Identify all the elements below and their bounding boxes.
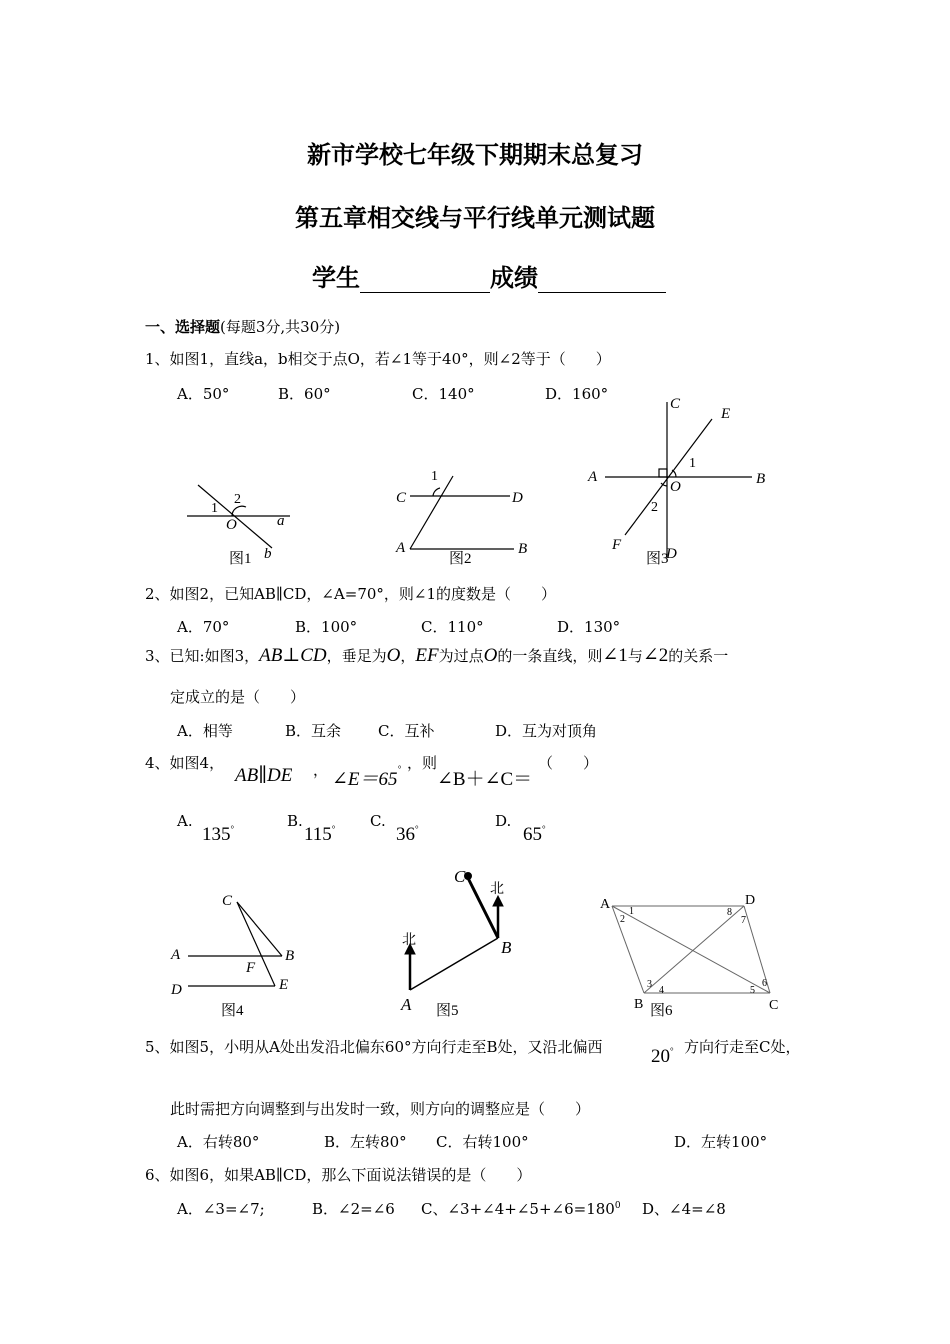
figure-6 (612, 906, 770, 993)
fig3-label-c: C (670, 396, 681, 412)
q5-option-b: B．左转80° (324, 1133, 407, 1151)
q3-text-3: ， (400, 647, 416, 665)
q3-math-5: ∠1 (602, 645, 628, 666)
figure-5 (405, 873, 503, 991)
fig5-label-north-a: 北 (402, 933, 416, 948)
q3-text-7: 的关系一 (668, 647, 729, 665)
q4-math-3: ∠B＋∠C＝ (437, 769, 533, 790)
q1-option-a: A．50° (177, 385, 230, 403)
q3-text-5: 的一条直线，则 (497, 647, 603, 665)
q2-option-a: A．70° (177, 618, 230, 636)
fig2-label-c: C (396, 490, 407, 506)
q4-paren: （ ） (538, 754, 599, 772)
q4-option-d-label: D. (495, 812, 512, 830)
fig3-caption: 图3 (646, 551, 669, 567)
question-2: 2、如图2，已知AB∥CD，∠A=70°，则∠1的度数是（ ） (145, 585, 557, 603)
fig1-angle-arc (232, 506, 246, 516)
q5-math-20-number: 20 (651, 1046, 670, 1067)
section-heading (145, 316, 340, 337)
fig3-label-2: 2 (651, 500, 658, 515)
q4-option-a-value (202, 824, 234, 846)
q4-math-2-text: ∠E＝65 (332, 769, 398, 790)
q3-option-c: C．互补 (378, 722, 435, 740)
q4-option-a-deg: ° (230, 824, 235, 834)
fig1-label-b: b (264, 546, 272, 562)
fig1-caption: 图1 (229, 551, 252, 567)
q6-option-c-text: C、∠3+∠4+∠5+∠6=180 (421, 1200, 615, 1218)
fig2-caption: 图2 (449, 551, 472, 567)
q3-option-d: D．互为对顶角 (495, 722, 598, 740)
fig5-label-a: A (401, 995, 412, 1014)
fig3-label-a: A (588, 469, 598, 485)
fig1-label-2: 2 (234, 492, 241, 507)
q4-option-b-number: 115 (304, 824, 332, 845)
q4-math-2-deg: ° (397, 764, 402, 774)
question-1: 1、如图1，直线a，b相交于点O，若∠1等于40°，则∠2等于（ ） (145, 350, 611, 368)
q3-text-4: 为过点 (438, 647, 484, 665)
section-note: (每题3分,共30分) (220, 318, 341, 336)
q3-math-6: ∠2 (642, 645, 669, 666)
fig4-label-c: C (222, 893, 233, 909)
fig3-right-angle (659, 469, 667, 477)
student-blank (360, 266, 490, 293)
fig2-label-1: 1 (431, 469, 438, 484)
fig6-caption: 图6 (650, 1003, 673, 1019)
score-blank (538, 266, 666, 293)
q6-option-d: D、∠4=∠8 (642, 1200, 726, 1218)
q3-text-1: 3、已知:如图3， (145, 647, 260, 665)
fig6-angle-5: 5 (750, 985, 755, 996)
fig3-label-d: D (666, 546, 677, 562)
score-label: 成绩 (490, 263, 538, 292)
fig6-angle-2: 2 (620, 914, 625, 925)
fig6-diagonal-ac (612, 906, 770, 993)
fig3-label-f: F (612, 537, 622, 553)
q2-option-c: C．110° (421, 618, 484, 636)
question-5-part-2: 方向行走至C处， (684, 1038, 801, 1056)
q4-option-b-deg: ° (331, 824, 336, 834)
fig3-label-1: 1 (689, 456, 696, 471)
q4-math-1: AB∥DE (235, 765, 293, 786)
fig1-label-1: 1 (211, 501, 218, 516)
fig6-angle-6: 6 (762, 978, 767, 989)
q5-option-a: A．右转80° (177, 1133, 260, 1151)
q2-option-d: D．130° (557, 618, 621, 636)
q3-math-3: EF (415, 645, 439, 666)
fig1-label-o: O (226, 517, 237, 533)
fig5-label-north-b: 北 (490, 882, 504, 897)
q6-option-c-sup: 0 (614, 1201, 621, 1211)
figure-4 (188, 902, 282, 986)
q4-option-c-deg: ° (415, 824, 419, 834)
q4-option-c-value (396, 824, 419, 846)
fig2-label-d: D (512, 490, 523, 506)
q4-option-d-deg: ° (542, 824, 546, 834)
q5-math-20-deg: ° (670, 1046, 674, 1056)
fig2-angle-arc (433, 488, 440, 496)
fig4-caption: 图4 (221, 1003, 244, 1019)
q4-option-c-number: 36 (396, 824, 415, 845)
fig2-label-b: B (518, 541, 528, 557)
q4-option-b-label: B. (287, 812, 303, 830)
q3-math-2: O (386, 645, 401, 666)
fig1-label-a: a (277, 513, 285, 529)
fig6-angle-1: 1 (629, 906, 634, 917)
fig2-label-a: A (396, 540, 406, 556)
fig3-label-o: O (670, 479, 681, 495)
q5-line-2: 此时需把方向调整到与出发时一致，则方向的调整应是（ ） (170, 1100, 591, 1118)
fig5-caption: 图5 (436, 1003, 459, 1019)
fig5-point-c (465, 873, 472, 880)
fig6-angle-8: 8 (727, 907, 732, 918)
fig5-north-b-arrow (493, 896, 503, 906)
student-score-line (312, 258, 666, 293)
question-5-part-1: 5、如图5，小明从A处出发沿北偏东60°方向行走至B处，又沿北偏西 (145, 1038, 603, 1056)
q4-option-a-label: A. (177, 812, 193, 830)
fig4-segment-ce (237, 902, 275, 986)
fig3-label-b: B (756, 471, 766, 487)
q3-option-a: A．相等 (177, 722, 233, 740)
fig6-angle-7: 7 (741, 915, 746, 926)
fig6-line-ab (612, 906, 644, 993)
fig4-label-f: F (246, 960, 256, 976)
fig6-angle-4: 4 (659, 985, 664, 996)
fig5-label-b: B (501, 938, 512, 957)
q4-comma: ， (313, 761, 329, 779)
fig2-transversal (410, 476, 453, 549)
fig6-angle-3: 3 (647, 979, 652, 990)
q4-option-c-label: C. (370, 812, 386, 830)
q3-text-6: 与 (627, 647, 643, 665)
fig5-path-ab (410, 938, 498, 990)
figures-1-3 (0, 385, 950, 585)
fig6-diagonal-bd (644, 906, 744, 993)
student-label: 学生 (312, 263, 360, 292)
fig4-segment-cb (237, 902, 282, 956)
q3-option-b: B．互余 (285, 722, 342, 740)
fig4-label-a: A (171, 947, 181, 963)
page-title: 新市学校七年级下期期末总复习 (307, 140, 643, 169)
fig6-label-b: B (634, 997, 644, 1012)
q1-option-b: B．60° (278, 385, 331, 403)
fig5-label-c: C (454, 867, 466, 886)
fig6-label-d: D (745, 893, 756, 908)
fig6-label-c: C (769, 998, 779, 1013)
fig3-angle1-arc (672, 470, 676, 477)
fig3-label-e: E (721, 406, 731, 422)
q4-math-2 (332, 764, 401, 791)
q3-line-2: 定成立的是（ ） (170, 688, 306, 706)
question-3 (145, 644, 728, 667)
q3-text-2: ，垂足为 (326, 647, 387, 665)
q4-option-d-number: 65 (523, 824, 542, 845)
q6-option-b: B．∠2=∠6 (312, 1200, 395, 1218)
q5-option-d: D．左转100° (674, 1133, 768, 1151)
q4-option-b-value (304, 824, 335, 846)
q4-text-then: ，则 (407, 754, 438, 772)
q6-option-a: A．∠3=∠7; (177, 1200, 265, 1218)
section-heading-text: 一、选择题 (145, 318, 221, 336)
fig4-label-e: E (279, 977, 289, 993)
q5-math-20 (651, 1046, 674, 1068)
fig4-label-d: D (171, 982, 182, 998)
fig4-label-b: B (285, 948, 295, 964)
q1-option-c: C．140° (412, 385, 475, 403)
figure-2 (410, 476, 514, 549)
q2-option-b: B．100° (295, 618, 358, 636)
q5-option-c: C．右转100° (436, 1133, 529, 1151)
q3-math-4: O (483, 645, 498, 666)
page-subtitle: 第五章相交线与平行线单元测试题 (295, 203, 655, 232)
q4-option-d-value (523, 824, 546, 846)
q3-math-1: AB⊥CD (259, 645, 327, 666)
figures-4-6 (0, 860, 950, 1030)
q1-option-d: D．160° (545, 385, 609, 403)
fig6-label-a: A (600, 897, 611, 912)
q6-option-c (421, 1198, 621, 1219)
q4-option-a-number: 135 (202, 824, 231, 845)
question-6: 6、如图6，如果AB∥CD，那么下面说法错误的是（ ） (145, 1166, 532, 1184)
question-4: 4、如图4， (145, 754, 225, 772)
